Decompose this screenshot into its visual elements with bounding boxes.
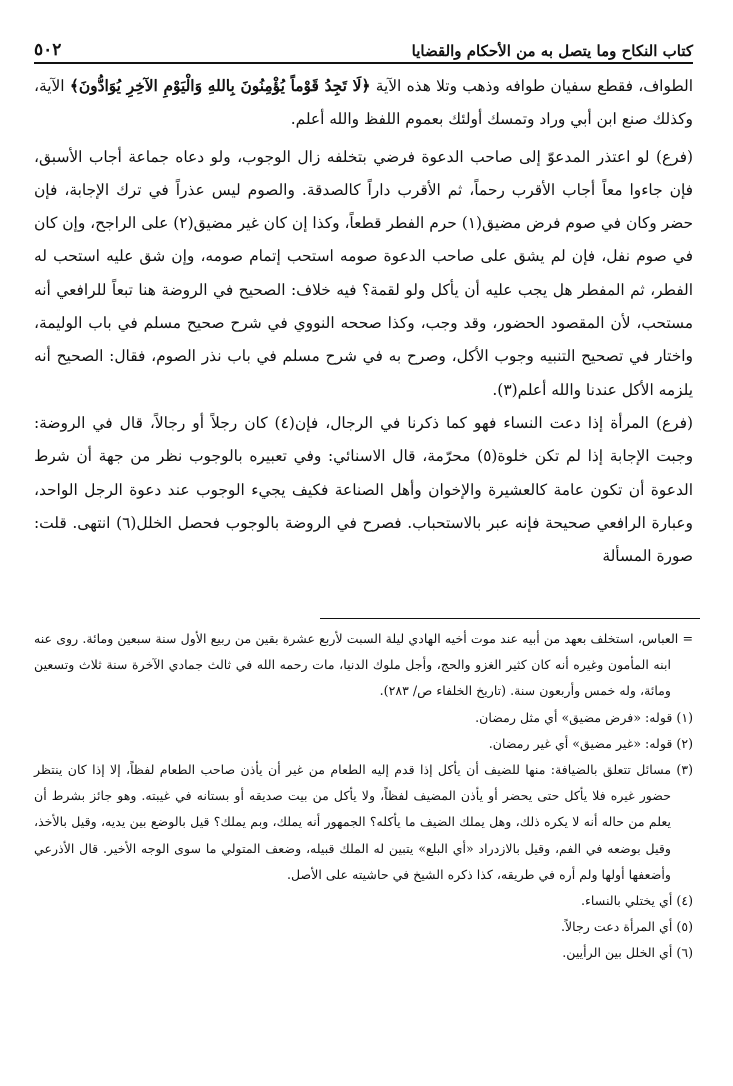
page-header bbox=[34, 30, 693, 60]
footnotes bbox=[34, 626, 693, 967]
paragraph-1-lead: الطواف، فقطع سفيان طوافه وذهب وتلا هذه الآية bbox=[375, 77, 693, 95]
footnote-3: (٣) مسائل تتعلق بالضيافة: منها للضيف أن يأكل إذا قدم إليه الطعام من غير أن يأذن صاحب الطعام لفظاً، إلا إذا كان ينتظر حضور غيره فلا يأكل حتى يحضر أو يأذن المضيف لفظاً، ولا يأكل من بيت صديقه أو بستانه في غيبته. وهو جائز بشرط أن يعلم من حاله أنه لا يكره ذلك، وهل يملك الضيف ما يأكله؟ الجمهور أنه يملك، وبم يملك؟ قيل بالوضع بين يديه، وقيل بالأخذ، وقيل بوضعه في الفم، وقيل بالازدراد «أي البلع» يتبين له الملك قبيله، وضعف المتولي ما سوى الوجه الأخير. قال الأذرعي وأضعفها أولها ولم أره في طريقه، كذا ذكره الشيخ في حاشيته على الأصل. bbox=[34, 762, 693, 882]
footnote-divider bbox=[320, 618, 700, 619]
paragraph-2: (فرع) لو اعتذر المدعوّ إلى صاحب الدعوة فرضي بتخلفه زال الوجوب، ولو دعاه جماعة أجاب الأسبق، فإن جاءوا معاً أجاب الأقرب رحماً، ثم الأقرب داراً كالصدقة. والصوم ليس عذراً في ترك الإجابة، فإن حضر وكان في صوم فرض مضيق(١) حرم الفطر قطعاً، وكذا إن كان غير مضيق(٢) على الراجح، وإن كان في صوم نفل، فإن لم يشق على صاحب الدعوة صومه استحب إتمام صومه، وإن شق عليه استحب له الفطر، ثم المفطر هل يجب عليه أن يأكل ولو لقمة؟ فيه خلاف: الصحيح في الروضة هنا تبعاً للرافعي أنه مستحب، لأن المقصود الحضور، وقد وجب، وكذا صححه النووي في شرح صحيح مسلم في باب الوليمة، واختار في تصحيح التنبيه وجوب الأكل، وصرح به في شرح مسلم في باب نذر الصوم، فقال: الصحيح أنه يلزمه الأكل عندنا والله أعلم(٣). bbox=[34, 147, 693, 399]
paragraph-3: (فرع) المرأة إذا دعت النساء فهو كما ذكرنا في الرجال، فإن(٤) كان رجلاً أو رجالاً، قال في الروضة: وجبت الإجابة إذا لم تكن خلوة(٥) محرّمة، قال الاسنائي: وفي تعبيره بالوجوب نظر من جهة أن شرط الدعوة أن تكون عامة كالعشيرة والإخوان وأهل الصناعة فكيف يجيء الوجوب عند دعوة الرجل الواحد، وعبارة الرافعي صحيحة فإنه عبر بالاستحباب. فصرح في الروضة بالوجوب فحصل الخلل(٦) انتهى. قلت: صورة المسألة bbox=[34, 413, 694, 566]
footnote-5: (٥) أي المرأة دعت رجالاً. bbox=[560, 919, 693, 935]
footnote-1: (١) قوله: «فرض مضيق» أي مثل رمضان. bbox=[475, 709, 693, 725]
page-number: ٥٠٢ bbox=[34, 40, 62, 60]
footnote-continued: = العباس، استخلف بعهد من أبيه عند موت أخيه الهادي ليلة السبت لأربع عشرة بقين من ربيع الأول سنة سبعين ومائة. روى عنه ابنه المأمون وغيره أنه كان كثير الغزو والحج، وأجل ملوك الدنيا، مات رحمه الله في ثالث جمادي الآخرة سنة ثلاث وتسعين ومائة، وله خمس وأربعون سنة. (تاريخ الخلفاء ص/ ٢٨٣). bbox=[34, 631, 693, 699]
running-title: كتاب النكاح وما يتصل به من الأحكام والقضايا bbox=[411, 42, 693, 60]
quran-quote: ﴿لَا تَجِدُ قَوْماً يُؤْمِنُونَ بِاللهِ وَالْيَوْمِ الآخِرِ يُوَادُّونَ﴾ bbox=[69, 77, 371, 95]
paragraph-1-tail: الآية، وكذلك صنع ابن أبي وراد وتمسك أولئك بعموم اللفظ والله أعلم. bbox=[34, 77, 693, 129]
main-text bbox=[34, 70, 693, 573]
footnote-2: (٢) قوله: «غير مضيق» أي غير رمضان. bbox=[488, 735, 693, 751]
paragraph-1 bbox=[34, 70, 693, 137]
footnote-6: (٦) أي الخلل بين الرأيين. bbox=[562, 945, 693, 961]
footnote-4: (٤) أي يختلي بالنساء. bbox=[580, 893, 693, 909]
header-rule bbox=[34, 62, 693, 64]
